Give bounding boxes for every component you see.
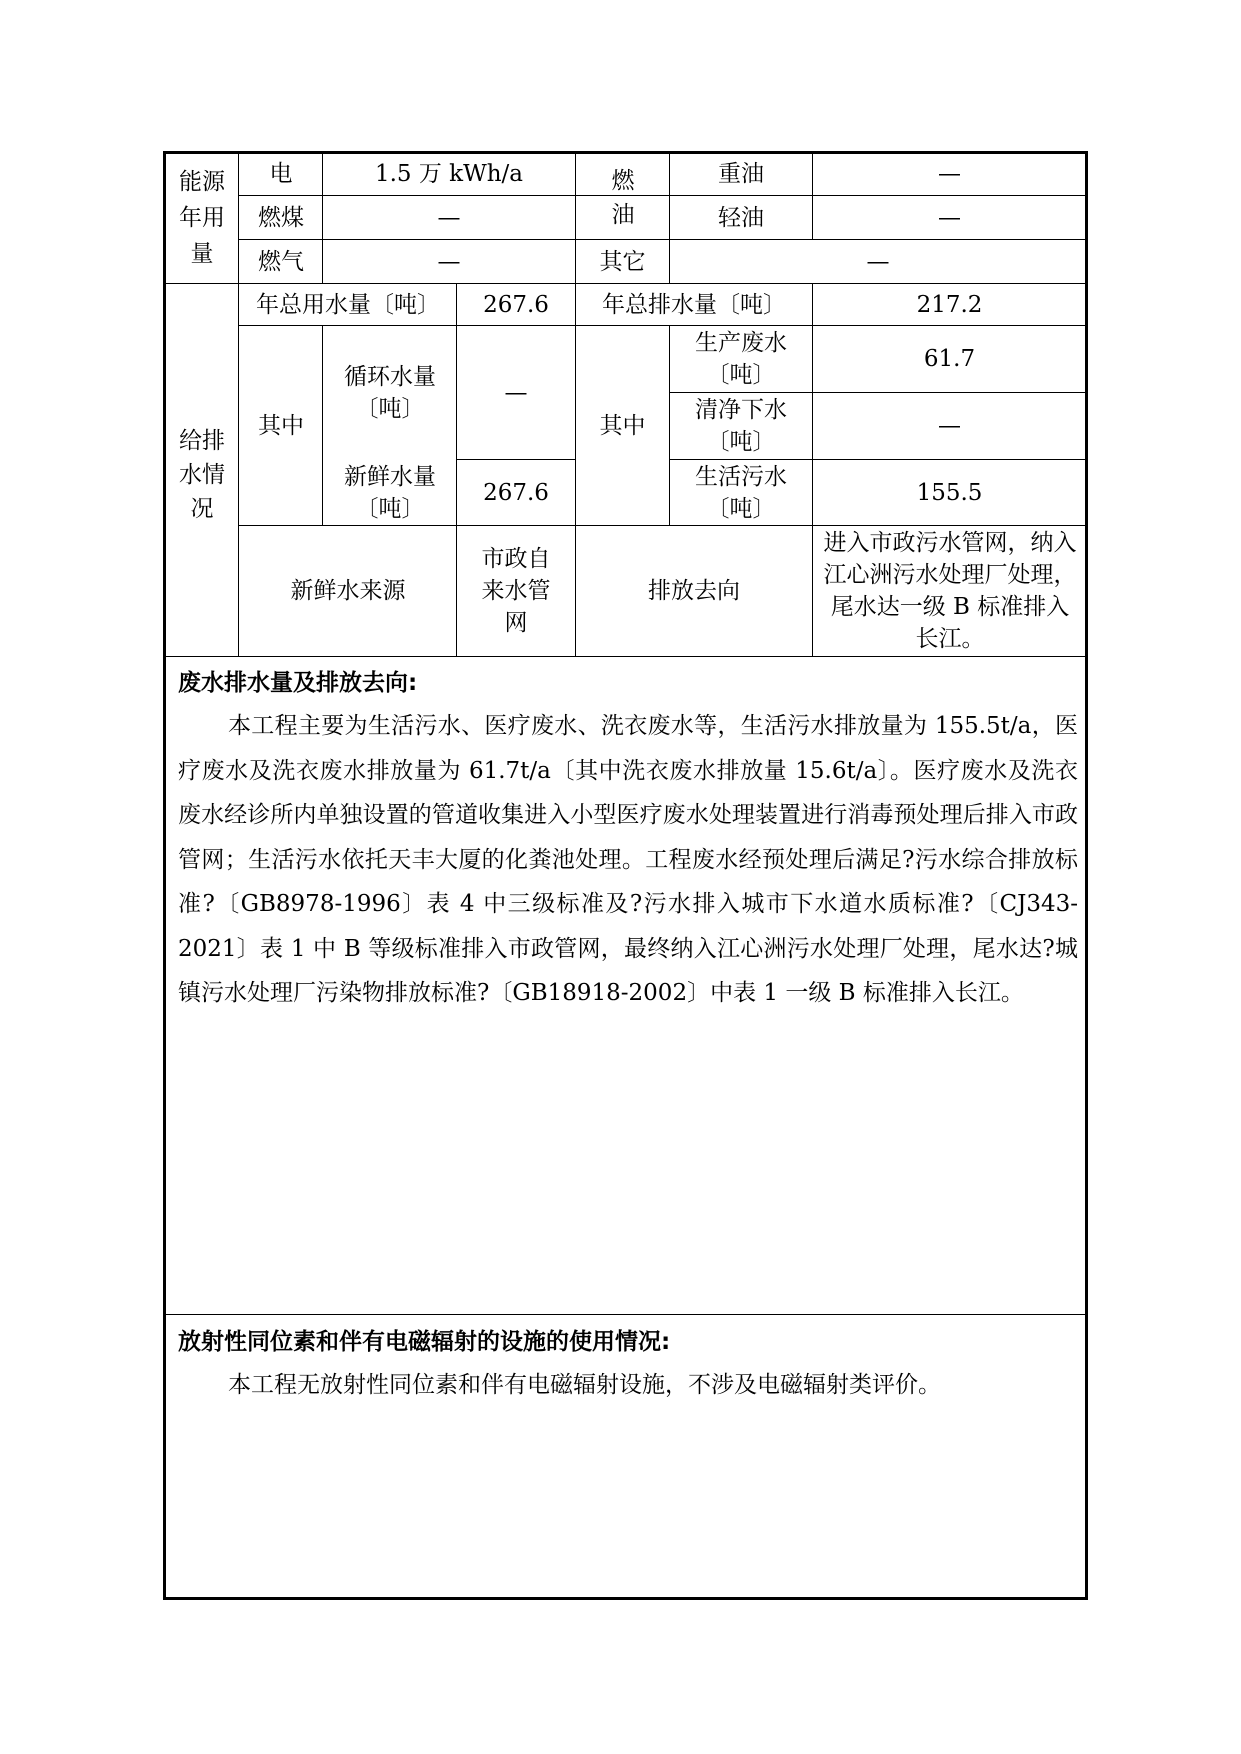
wastewater-section-body: 本工程主要为生活污水、医疗废水、洗衣废水等，生活污水排放量为 155.5t/a，医疗废水及洗衣废水排放量为 61.7t/a〔其中洗衣废水排放量 15.6t/a〕。医疗废水及洗衣废水经诊所内单独设置的管道收集进入小型医疗废水处理装置进行消毒预处理后排入市政管网；生活污水依托天丰大厦的化粪池处理。工程废水经预处理后满足?污水综合排放标准?〔GB8978-1996〕表 4 中三级标准及?污水排入城市下水道水质标准?〔CJ343-2021〕表 1 中 B 等级标准排入市政管网，最终纳入江心洲污水处理厂处理，尾水达?城镇污水处理厂污染物排放标准?〔GB18918-2002〕中表 1 一级 B 标准排入长江。 (178, 713, 1078, 1006)
clean-sewer-label: 清净下水〔吨〕 (695, 397, 787, 455)
fresh-water-label: 新鲜水量〔吨〕 (344, 463, 436, 522)
radiation-section-body: 本工程无放射性同位素和伴有电磁辐射设施，不涉及电磁辐射类评价。 (228, 1372, 941, 1398)
total-discharge-value: 217.2 (916, 291, 983, 318)
gas-label: 燃气 (258, 248, 304, 275)
row-divider (165, 1314, 1086, 1315)
light-oil-label: 轻油 (718, 204, 764, 231)
total-water-use-label: 年总用水量〔吨〕 (256, 291, 440, 318)
other-label: 其它 (599, 248, 646, 275)
col-divider (322, 325, 323, 525)
domestic-sewage-value: 155.5 (916, 479, 983, 506)
fresh-water-source-value: 市政自来水管网 (481, 546, 551, 636)
coal-label: 燃煤 (258, 204, 304, 231)
of-which-left-label: 其中 (258, 412, 304, 439)
total-discharge-label: 年总排水量〔吨〕 (602, 291, 786, 318)
clean-sewer-value: — (938, 413, 961, 439)
fuel-oil-label: 燃油 (611, 167, 635, 228)
of-which-right-label: 其中 (599, 412, 646, 439)
energy-category-label: 能源年用量 (179, 169, 225, 267)
production-wastewater-label: 生产废水〔吨〕 (695, 330, 787, 388)
col-divider (238, 153, 239, 656)
wastewater-section-title: 废水排水量及排放去向: (178, 670, 418, 696)
discharge-direction-label: 排放去向 (648, 578, 740, 604)
fresh-water-value: 267.6 (483, 479, 549, 506)
recycled-water-value: — (504, 379, 528, 406)
domestic-sewage-label: 生活污水〔吨〕 (695, 463, 787, 522)
heavy-oil-label: 重油 (718, 161, 764, 187)
total-water-use-value: 267.6 (483, 291, 549, 318)
electricity-value: 1.5 万 kWh/a (374, 161, 524, 187)
water-category-label: 给排水情况 (179, 428, 225, 522)
production-wastewater-value: 61.7 (923, 346, 976, 372)
heavy-oil-value: — (938, 161, 961, 187)
row-divider (165, 656, 1086, 657)
radiation-section-title: 放射性同位素和伴有电磁辐射的设施的使用情况: (178, 1329, 671, 1355)
col-divider (669, 325, 670, 525)
electricity-label: 电 (269, 161, 293, 187)
other-value: — (866, 248, 890, 275)
discharge-direction-value: 进入市政污水管网，纳入江心洲污水处理厂处理，尾水达一级 B 标准排入长江。 (823, 530, 1077, 652)
recycled-water-label: 循环水量〔吨〕 (344, 363, 436, 422)
light-oil-value: — (938, 204, 961, 231)
gas-value: — (437, 248, 461, 275)
coal-value: — (437, 204, 461, 231)
fresh-water-source-label: 新鲜水来源 (290, 578, 406, 604)
